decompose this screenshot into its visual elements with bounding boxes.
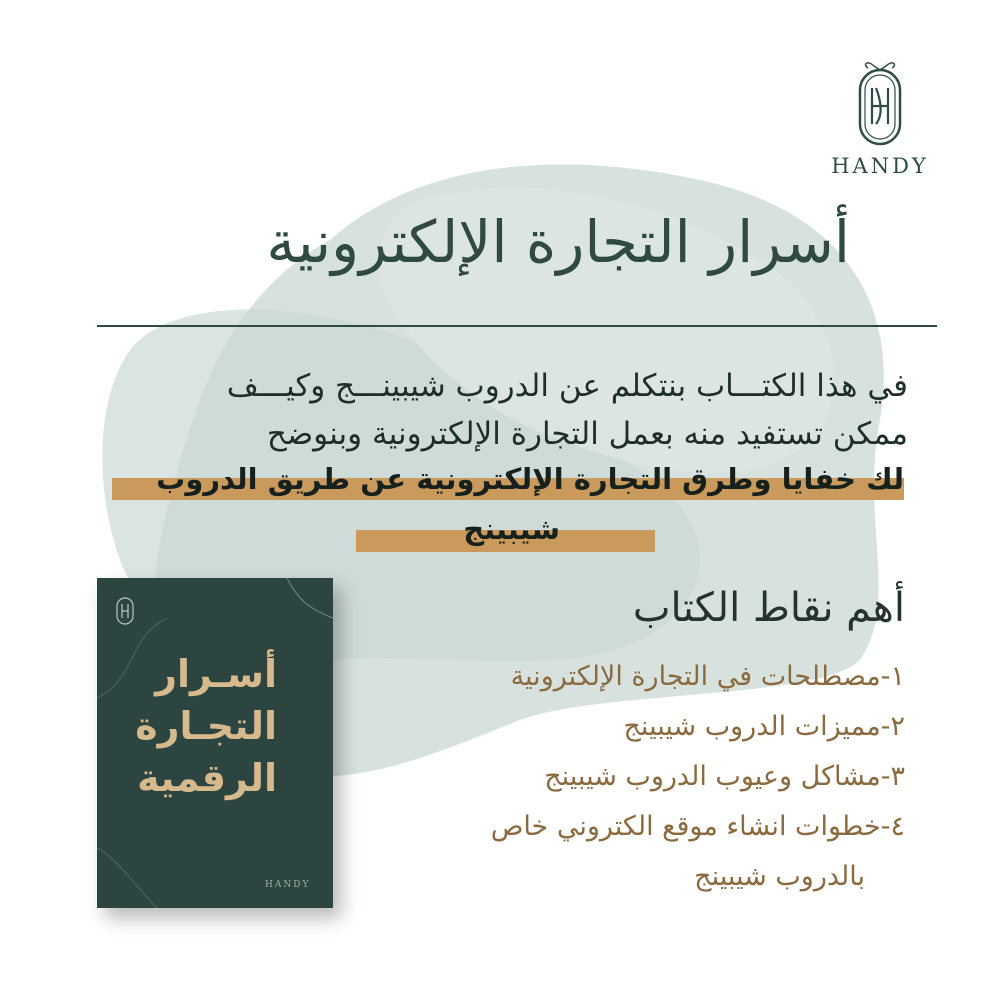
book-title-line: الرقمية: [137, 756, 277, 800]
book-brand: HANDY: [265, 880, 311, 890]
book-cover: [97, 578, 333, 908]
book-title: [135, 648, 277, 804]
list-item-continuation: بالدروب شيبينج: [694, 861, 865, 892]
description-line: في هذا الكتـــاب بنتكلم عن الدروب شيبينـــج وكيـــف: [226, 368, 908, 404]
brand-logo: [828, 58, 932, 188]
list-item: ١-مصطلحات في التجارة الإلكترونية: [510, 661, 905, 692]
list-item: ٣-مشاكل وعيوب الدروب شيبينج: [544, 761, 905, 792]
book-logo-icon: [115, 596, 135, 626]
brand-name: HANDY: [831, 154, 929, 178]
list-item: ٢-مميزات الدروب شيبينج: [623, 711, 905, 742]
description: [88, 362, 908, 458]
points-list: [385, 652, 905, 902]
highlight-line: لك خفايا وطرق التجارة الإلكترونية عن طريق الدروب: [156, 462, 904, 496]
page-title: أسرار التجارة الإلكترونية: [266, 208, 850, 276]
book-title-line: أسـرار: [155, 652, 277, 696]
book-title-line: التجـارة: [135, 704, 277, 748]
logo-emblem-icon: [828, 58, 932, 150]
highlight-line: شيبينج: [463, 512, 560, 546]
title-divider: [97, 325, 937, 327]
description-line: ممكن تستفيد منه بعمل التجارة الإلكترونية وبنوضح: [266, 416, 908, 452]
list-item: ٤-خطوات انشاء موقع الكتروني خاص: [490, 811, 905, 842]
points-heading: أهم نقاط الكتاب: [632, 585, 905, 631]
